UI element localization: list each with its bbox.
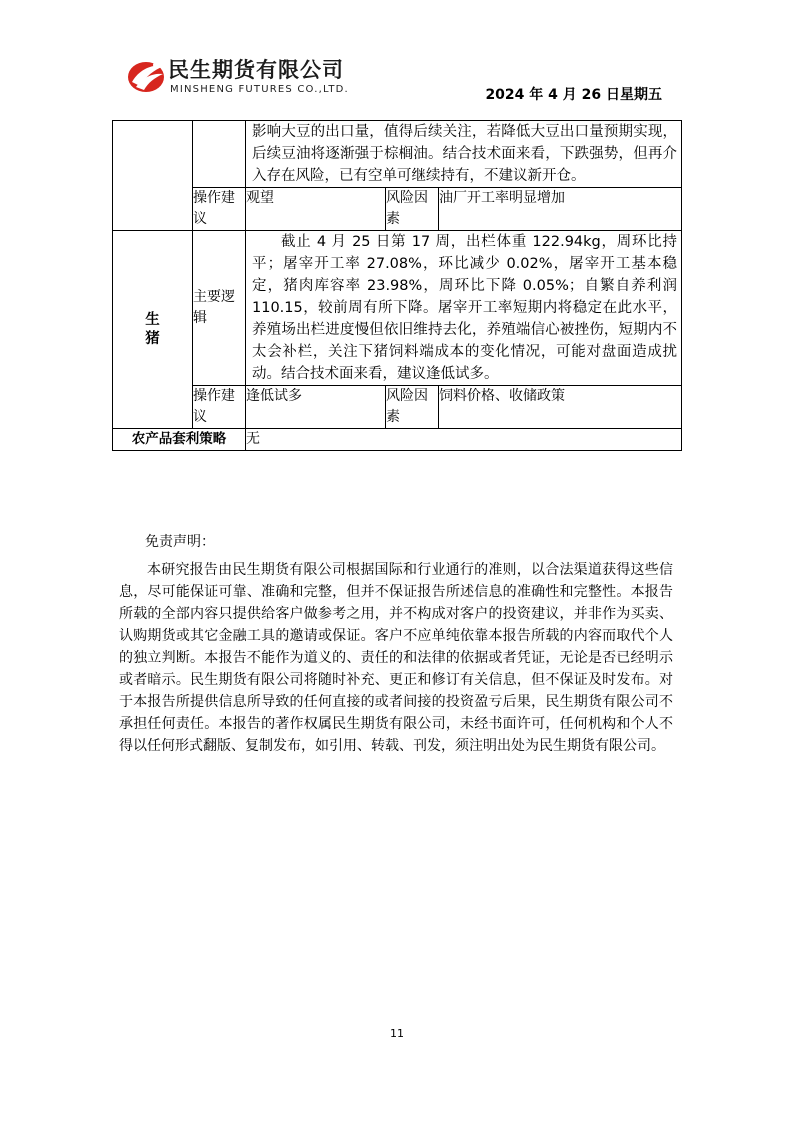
minsheng-logo-icon (126, 56, 166, 96)
table-row (113, 231, 682, 386)
arbitrage-strategy-value: 无 (246, 429, 682, 451)
soy-oil-risk-label: 风险因素 (386, 188, 439, 231)
table-row (113, 121, 682, 188)
logo-chinese-name: 民生期货有限公司 (168, 58, 344, 82)
table-row (113, 386, 682, 429)
hog-operation-label: 操作建议 (193, 386, 246, 429)
company-logo (126, 54, 366, 102)
disclaimer-title: 免责声明： (145, 534, 215, 550)
page-number: 11 (390, 1027, 404, 1040)
soy-oil-category-cell (113, 121, 193, 231)
hog-risk-label: 风险因素 (386, 386, 439, 429)
table-row (113, 429, 682, 451)
soy-oil-logic-label-cell (193, 121, 246, 188)
soy-oil-operation-label: 操作建议 (193, 188, 246, 231)
table-row (113, 188, 682, 231)
arbitrage-strategy-label: 农产品套利策略 (113, 429, 246, 451)
hog-logic-cell (246, 231, 682, 386)
strategy-table (112, 120, 682, 451)
hog-category-cell (113, 231, 193, 429)
soy-oil-logic-text: 影响大豆的出口量，值得后续关注，若降低大豆出口量预期实现，后续豆油将逐渐强于棕榈油。结合技术面来看，下跌强势，但再介入存在风险，已有空单可继续持有，不建议新开仓。 (252, 124, 678, 184)
report-date: 2024 年 4 月 26 日星期五 (485, 87, 662, 103)
disclaimer-body: 本研究报告由民生期货有限公司根据国际和行业通行的准则，以合法渠道获得这些信息，尽可能保证可靠、准确和完整，但并不保证报告所述信息的准确性和完整性。本报告所载的全部内容只提供给客户做参考之用，并不构成对客户的投资建议，并非作为买卖、认购期货或其它金融工具的邀请或保证。客户不应单纯依靠本报告所载的内容而取代个人的独立判断。本报告不能作为道义的、责任的和法律的依据或者凭证，无论是否已经明示或者暗示。民生期货有限公司将随时补充、更正和修订有关信息，但不保证及时发布。对于本报告所提供信息所导致的任何直接的或者间接的投资盈亏后果，民生期货有限公司不承担任何责任。本报告的著作权属民生期货有限公司，未经书面许可，任何机构和个人不得以任何形式翻版、复制发布，如引用、转载、刊发，须注明出处为民生期货有限公司。 (119, 562, 673, 754)
hog-logic-text: 截止 4 月 25 日第 17 周，出栏体重 122.94kg，周环比持平；屠宰开工率 27.08%，环比减少 0.02%，屠宰开工基本稳定，猪肉库容率 23.98%，周环比下降 0.05%；自繁自养利润 110.15，较前周有所下降。屠宰开工率短期内将稳定在此水平，养殖场出栏进度慢但依旧维持去化，养殖端信心被挫伤，短期内不太会补栏，关注下猪饲料端成本的变化情况，可能对盘面造成扰动。结合技术面来看，建议逢低试多。 (252, 234, 678, 382)
hog-operation-value: 逢低试多 (246, 386, 386, 429)
disclaimer-section (119, 531, 673, 757)
hog-risk-value: 饲料价格、收储政策 (439, 386, 682, 429)
soy-oil-risk-value: 油厂开工率明显增加 (439, 188, 682, 231)
soy-oil-operation-value: 观望 (246, 188, 386, 231)
soy-oil-logic-cell (246, 121, 682, 188)
hog-logic-label: 主要逻辑 (193, 231, 246, 386)
logo-english-name: MINSHENG FUTURES CO.,LTD. (170, 84, 349, 95)
hog-category-label: 生猪 (145, 311, 160, 347)
page-header (0, 0, 794, 110)
